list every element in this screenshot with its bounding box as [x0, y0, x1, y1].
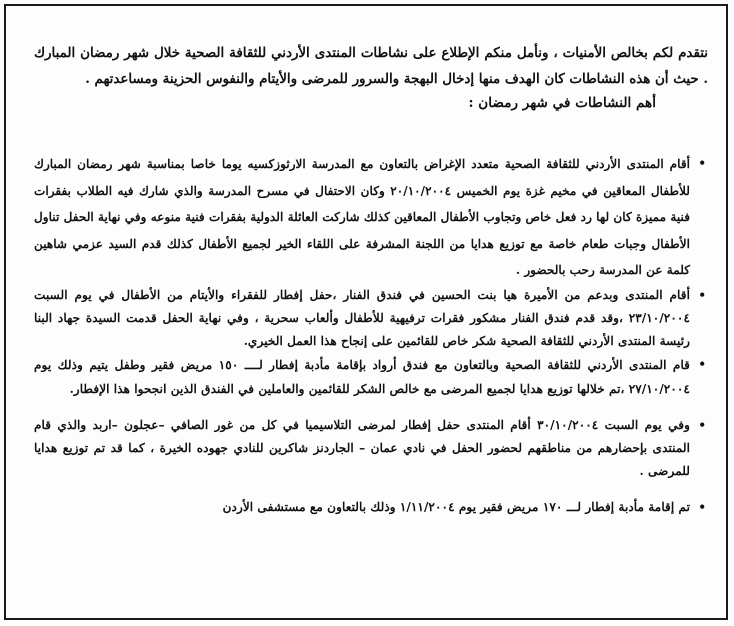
list-item	[34, 353, 708, 401]
activity-text: أقام المنتدى الأردني للثقافة الصحية متعدد الإغراض بالتعاون مع المدرسة الارثوزكسيه يوما خاصا بمناسبة شهر رمضان المبارك للأطفال المعاقين في مخيم غزة يوم الخميس ٢٠/١٠/٢٠٠٤ وكان الاحتفال في مسرح المدرسة والذي شارك فيه الطلاب بفقرات فنية مميزة كان لها رد فعل خاص وتجاوب الأطفال المعاقين كذلك شاركت العائلة الدولية بفقرات فنية منوعه وفي نهاية الحفل تناول الأطفال وجبات طعام خاصة مع توزيع هدايا من اللجنة المشرفة على اللقاء الخير لجميع الأطفال كذلك قدم السيد عزمي شاهين كلمة عن المدرسة رحب بالحضور .	[34, 157, 690, 277]
intro-paragraph: نتقدم لكم بخالص الأمنيات ، ونأمل منكم الإطلاع على نشاطات المنتدى الأردني للثقافة الصحية خلال شهر رمضان المبارك . حيث أن هذه النشاطات كان الهدف منها إدخال البهجة والسرور للمرضى والأيتام والنفوس الحزينة ومساعدتهم .	[34, 45, 708, 87]
list-item	[34, 496, 708, 519]
document-body	[34, 40, 708, 519]
bullet-icon: •	[698, 287, 706, 302]
bullet-icon: •	[698, 356, 706, 371]
bullet-icon: •	[698, 417, 706, 432]
activity-text: أقام المنتدى وبدعم من الأميرة هيا بنت الحسين في فندق الفنار ،حفل إفطار للفقراء والأيتام من الأطفال في يوم السبت ٢٣/١٠/٢٠٠٤ ،وقد قدم فندق الفنار مشكور فقرات ترفيهية للأطفال وألعاب سحرية ، وفي نهاية الحفل قدمت السيدة جهاد البنا رئيسة المنتدى الأردني للثقافة الصحية شكر خاص للقائمين على إنجاح هذا العمل الخيري.	[34, 287, 690, 348]
list-item	[34, 284, 708, 353]
list-item	[34, 151, 708, 284]
activity-text: تم إقامة مأدبة إفطار لـــ ١٧٠ مريض فقير يوم ١/١١/٢٠٠٤ وذلك بالتعاون مع مستشفى الأردن	[222, 499, 690, 514]
activity-text: وفي يوم السبت ٣٠/١٠/٢٠٠٤ أقام المنتدى حفل إفطار لمرضى التلاسيميا في كل من غور الصافي –عجلون –اربد والذي قام المنتدى بإحضارهم من مناطقهم لحضور الحفل في نادي عمان – الجاردنز شاكرين للنادي جهوده الخيرة ، كما قد تم توزيع هدايا للمرضى .	[34, 417, 691, 478]
activities-list	[34, 151, 708, 519]
activity-text: قام المنتدى الأردني للثقافة الصحية وبالتعاون مع فندق أرواد بإقامة مأدبة إفطار لــــ ١٥٠ مريض فقير وطفل يتيم وذلك يوم ٢٧/١٠/٢٠٠٤ ،تم خلالها توزيع هدايا لجميع المرضى مع خالص الشكر للقائمين والعاملين في الفندق الذين انجحوا هذا الإفطار.	[34, 357, 690, 396]
activities-heading: أهم النشاطات في شهر رمضان :	[468, 95, 656, 111]
bullet-icon: •	[698, 499, 706, 514]
bullet-icon: •	[698, 156, 706, 170]
list-item	[34, 414, 708, 483]
